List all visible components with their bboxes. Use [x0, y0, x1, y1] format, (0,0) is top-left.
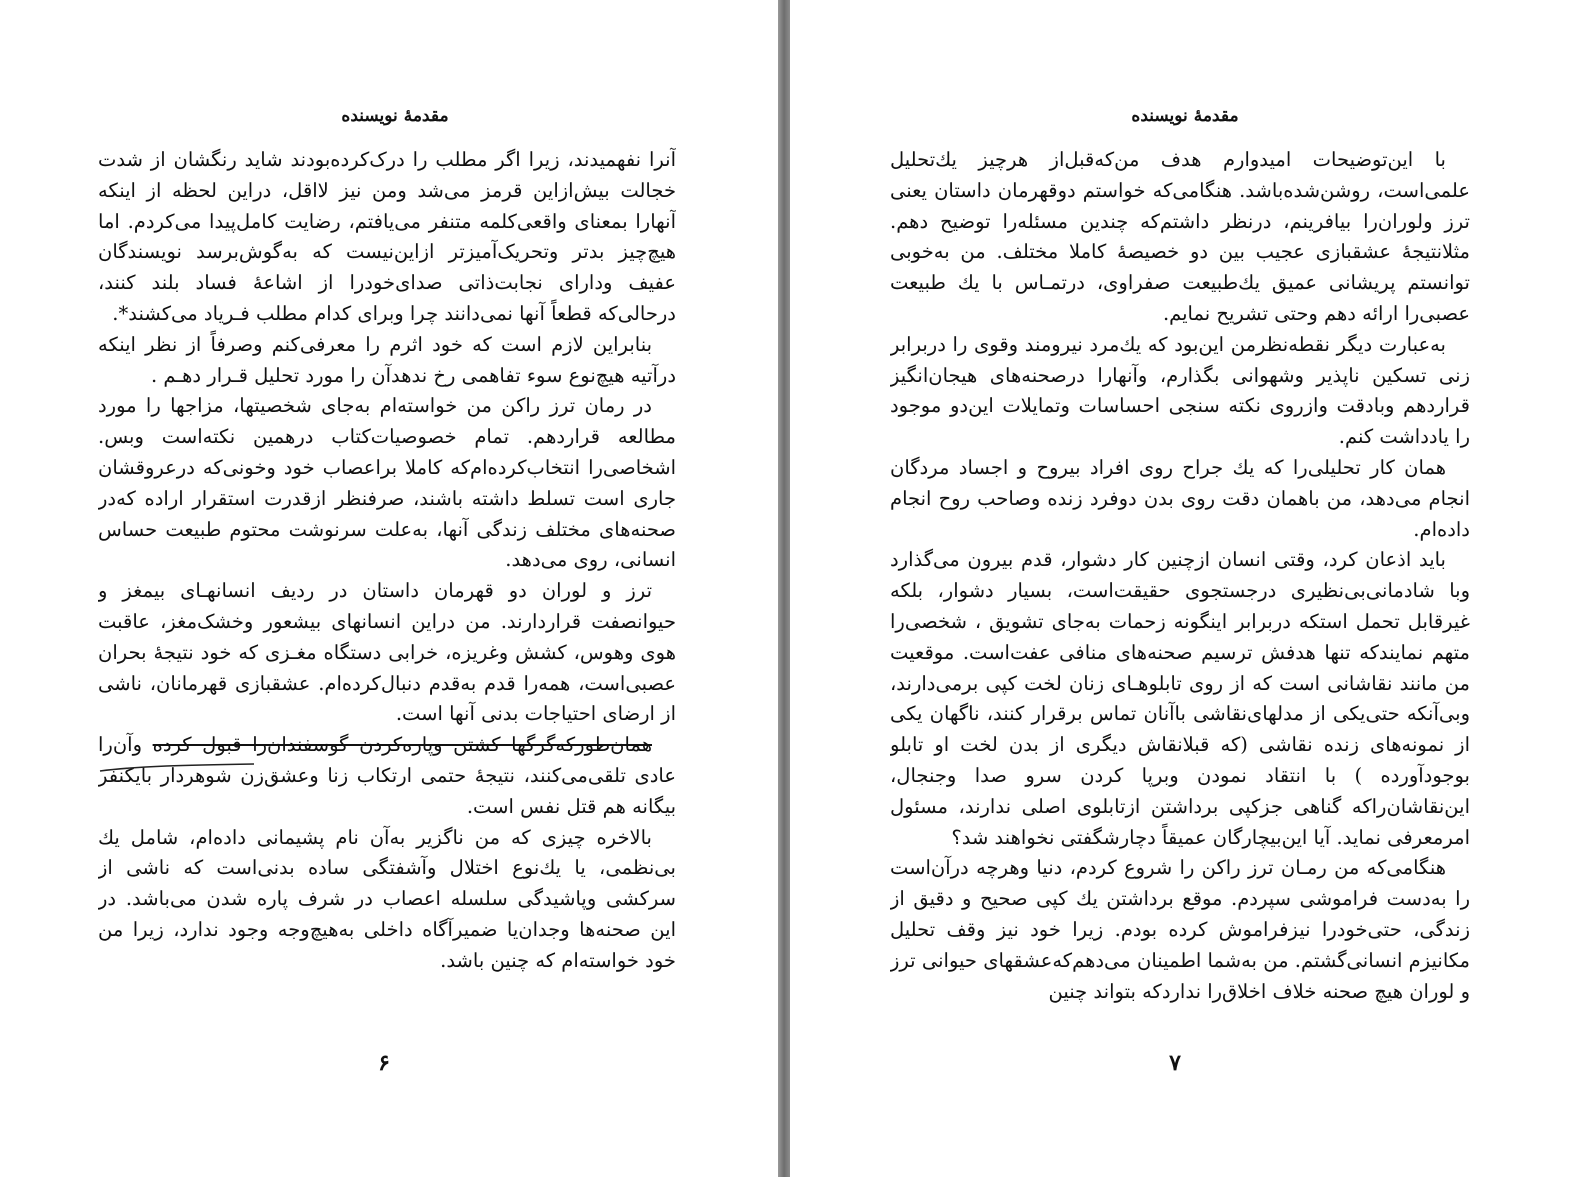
left-page — [0, 0, 778, 1177]
left-paragraph-2: بنابراین لازم است که خود اثرم را معرفی‌کنم وصرفاً از نظر اینکه درآتیه هیچ‌نوع سوء تفاهمی رخ ندهدآن را مورد تحلیل قـرار دهـم . — [98, 332, 676, 387]
left-paragraph-6: بالاخره چیزی که من ناگزیر به‌آن نام پشیمانی داده‌ام، شامل یك بی‌نظمی، یا یك‌نوع اختلال وآشفتگی ساده بدنی‌است که ناشی از سرکشی وپاشیدگی سلسله اعصاب در شرف پاره شدن می‌باشد. در این صحنه‌ها وجدان‌یا ضمیرآگاه داخلی به‌هیچ‌وجه وجود ندارد، زیرا من خود خواسته‌ام که چنین باشد. — [98, 825, 676, 972]
left-paragraph-5 — [98, 730, 676, 822]
right-page — [790, 0, 1573, 1177]
right-running-head: مقدمهٔ نویسنده — [1131, 106, 1239, 126]
right-page-number: ۷ — [1169, 1050, 1181, 1076]
left-running-head: مقدمهٔ نویسنده — [341, 106, 449, 126]
struck-through-text: همان‌طورکه‌گرگها کشتن وپاره‌کردن گوسفندان‌را قبول کرده — [152, 733, 652, 757]
left-paragraph-5-rest: وآن‌را عادی تلقی‌می‌کنند، نتیجهٔ حتمی ارتکاب زنا وعشق‌زن شوهردار بایکنفر بیگانه هم قتل نفس است. — [98, 733, 676, 818]
left-body-text — [98, 145, 676, 1040]
right-paragraph-2: به‌عبارت دیگر نقطه‌نظرمن این‌بود که یك‌مرد نیرومند وقوی را دربرابر زنی تسکین ناپذیر وشهوانی بگذارم، وآنهارا درصحنه‌های هیجان‌انگیز قراردهم وبادقت وازروی نکته سنجی احساسات وتمایلات این‌دو موجود را یادداشت کنم. — [890, 332, 1470, 449]
book-spine — [778, 0, 790, 1177]
right-paragraph-1: با این‌توضیحات امیدوارم هدف من‌که‌قبل‌از هرچیز یك‌تحلیل علمی‌است، روشن‌شده‌باشد. هنگامی‌که خواستم دوقهرمان داستان یعنی ترز ولوران‌را بیافرینم، درنظر داشتم‌که چندین مسئله‌را توضیح دهم. مثلانتیجهٔ عشقبازی عجیب بین دو خصیصهٔ کاملا مختلف. من به‌خوبی توانستم پریشانی عمیق یك‌طبیعت صفراوی، درتمـاس با یك طبیعت عصبی‌را ارائه دهم وحتی تشریح نمایم. — [890, 148, 1470, 325]
right-body-text — [890, 145, 1470, 1040]
right-paragraph-4: باید اذعان کرد، وقتی انسان ازچنین کار دشوار، قدم بیرون می‌گذارد وبا شادمانی‌بی‌نظیری درجستجوی حقیقت‌است، بسیار دشوار، بلکه غیرقابل تحمل استکه دربرابر اینگونه زحمات به‌جای تشویق ، شخصی‌را متهم نمایندکه تنها هدفش ترسیم صحنه‌های منافی عفت‌است. موقعیت من مانند نقاشانی است که از روی تابلوهـای زنان لخت کپی برمی‌دارند، وبی‌آنکه حتی‌یکی از مدلهای‌نقاشی باآنان تماس برقرار کنند، ناگهان یکی از نمونه‌های زنده نقاشی (که قبلانقاش دیگری از بدن لخت او تابلو بوجودآورده ) با انتقاد نمودن وبرپا کردن سرو صدا وجنجال، این‌نقاشان‌را‌که گناهی جزکپی برداشتن ازتابلوی اصلی ندارند، مسئول امرمعرفی نماید. آیا این‌بیچارگان عمیقاً دچارشگفتی نخواهند شد؟ — [890, 548, 1470, 849]
right-paragraph-5: هنگامی‌که من رمـان ترز راکن را شروع کردم، دنیا وهرچه درآن‌است را به‌دست فراموشی سپردم. موقع برداشتن یك کپی صحیح و دقیق از زندگی، حتی‌خودرا نیزفراموش کرده بودم. زیرا خود نیز وقف تحلیل مکانیزم انسانی‌گشتم. من به‌شما اطمینان می‌دهم‌که‌عشقهای حیوانی ترز و لوران هیچ صحنه خلاف اخلاق‌را نداردکه بتواند چنین — [890, 856, 1470, 1003]
handwritten-underline-mark — [98, 762, 256, 774]
left-paragraph-3: در رمان ترز راکن من خواسته‌ام به‌جای شخصیتها، مزاجها را مورد مطالعه قراردهم. تمام خصوصیات‌کتاب درهمین نکته‌است وبس. اشخاصی‌را انتخاب‌کرده‌ام‌که کاملا براعصاب خود وخونی‌که درعروقشان جاری است تسلط داشته باشند، صرفنظر ازقدرت استقرار اراده کەدر صحنه‌های مختلف زندگی آنها، به‌علت سرنوشت محتوم طبیعت حساس انسانی، روی می‌دهد. — [98, 394, 676, 572]
right-paragraph-3: همان کار تحلیلی‌را که یك جراح روی افراد بیروح و اجساد مردگان انجام می‌دهد، من باهمان دقت روی بدن دوفرد زنده وصاحب روح انجام داده‌ام. — [890, 455, 1470, 541]
left-page-number: ۶ — [378, 1050, 390, 1076]
left-paragraph-1: آنرا نفهمیدند، زیرا اگر مطلب را درک‌کرده‌بودند شاید رنگشان از شدت خجالت بیش‌ازاین قرمز می‌شد ومن نیز لااقل، دراین لحظه از اینکه آنهارا بمعنای واقعی‌کلمه متنفر می‌یافتم، رضایت کامل‌پیدا می‌کردم. اما هیچ‌چیز بدتر وتحریک‌آمیزتر ازاین‌نیست که به‌گوش‌برسد نویسندگان عفیف ودارای نجابت‌ذاتی صدای‌خودرا از اشاعهٔ فساد بلند کنند، درحالی‌که قطعاً آنها نمی‌دانند چرا وبرای کدام مطلب فـریاد می‌کشند*. — [98, 148, 676, 325]
left-paragraph-4: ترز و لوران دو قهرمان داستان در ردیف انسانهـای بیمغز و حیوانصفت قراردارند. من دراین انسانهای بیشعور وخشک‌مغز، عاقبت هوی وهوس، کشش وغریزه، خرابی دستگاه مغـزی که خود نتیجهٔ بحران عصبی‌است، همه‌را قدم به‌قدم دنبال‌کرده‌ام. عشقبازی قهرمانان، ناشی از ارضای احتیاجات بدنی آنها است. — [98, 579, 676, 726]
